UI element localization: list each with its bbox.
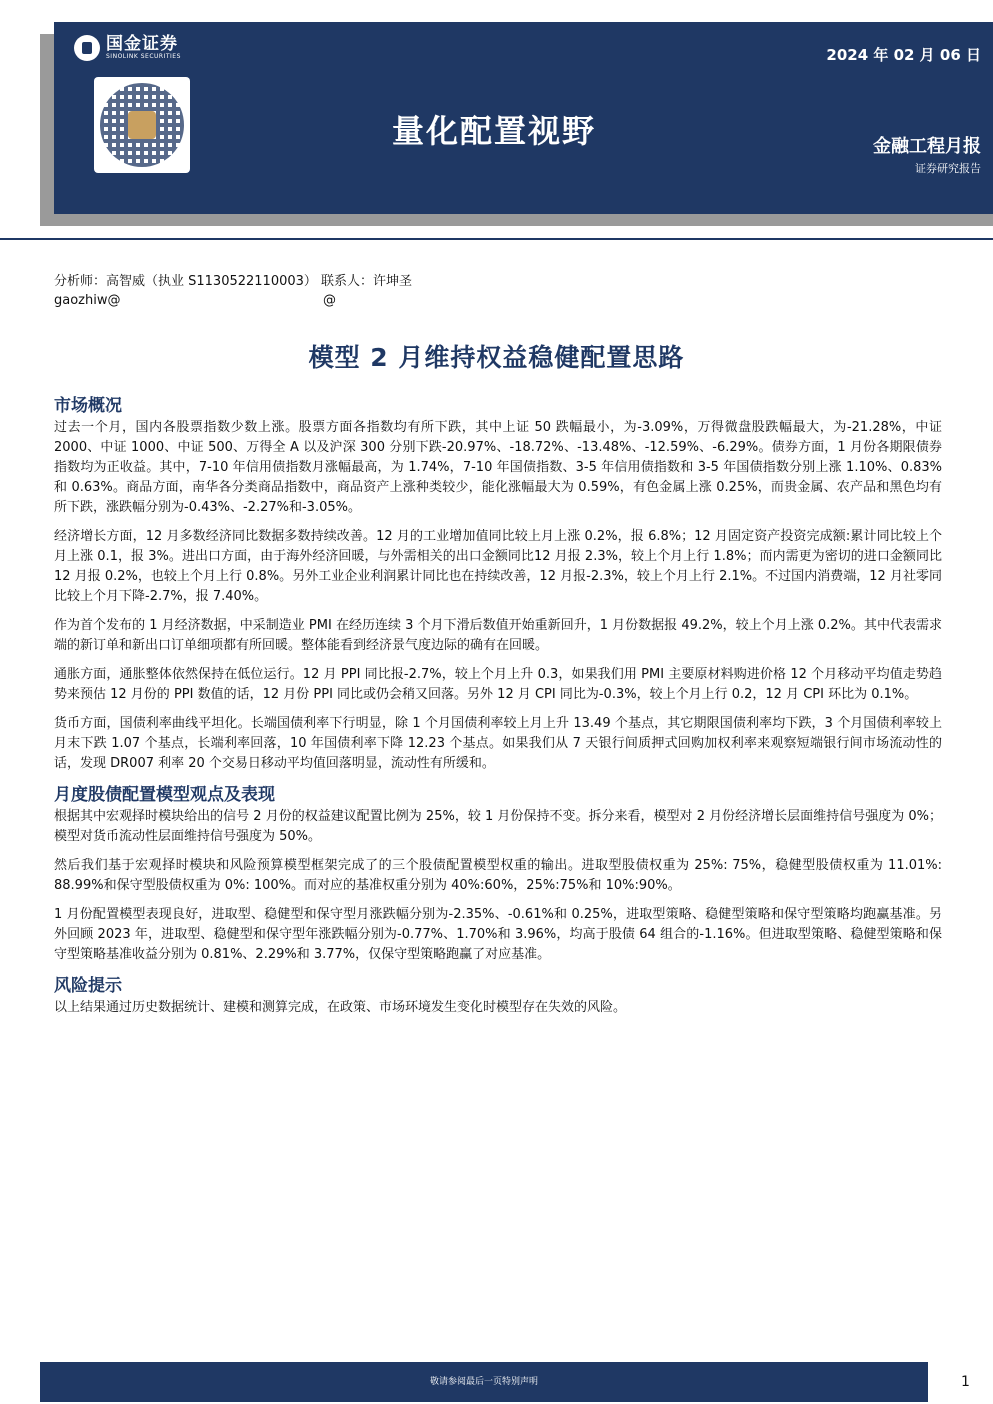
analyst-email: gaozhiw@ @ xyxy=(54,293,336,308)
paragraph: 过去一个月，国内各股票指数少数上涨。股票方面各指数均有所下跌，其中上证 50 跌幅最小，为-3.09%，万得微盘股跌幅最大，为-21.28%，中证 2000、中证 1000、中证 500、万得全 A 以及沪深 300 分别下跌-20.97%、-18.72%、-13.48%、-12.59%、-6.29%。债券方面，1 月份各期限债券指数均为正收益。其中，7-10 年信用债指数月涨幅最高，为 1.74%，7-10 年国债指数、3-5 年信用债指数和 3-5 年国债指数分别上涨 1.10%、0.83%和 0.63%。商品方面，南华各分类商品指数中，商品资产上涨种类较少，能化涨幅最大为 0.59%，有色金属上涨 0.25%，而贵金属、农产品和黑色均有所下跌，涨跌幅分别为-0.43%、-2.27%和-3.05%。 xyxy=(54,420,942,515)
report-date: 2024 年 02 月 06 日 xyxy=(826,46,981,64)
section-heading-risk: 风险提示 xyxy=(54,976,122,996)
logo-name-cn: 国金证券 xyxy=(106,34,178,54)
paragraph: 经济增长方面，12 月多数经济同比数据多数持续改善。12 月的工业增加值同比较上月上涨 0.2%，报 6.8%；12 月固定资产投资完成额:累计同比较上个月上涨 0.1，报 3%。进出口方面，由于海外经济回暖，与外需相关的出口金额同比12 月报 2.3%，较上个月上行 1.8%；而内需更为密切的进口金额同比12 月报 0.2%，也较上个月上行 0.8%。另外工业企业利润累计同比也在持续改善，12 月报-2.3%，较上个月上行 2.1%。不过国内消费端，12 月社零同比较上个月下降-2.7%，报 7.40%。 xyxy=(54,529,942,604)
section-heading-market: 市场概况 xyxy=(54,396,122,416)
logo-name-en: SINOLINK SECURITIES xyxy=(106,53,181,60)
series-title: 量化配置视野 xyxy=(392,112,597,150)
report-subtype: 证券研究报告 xyxy=(915,162,981,175)
paragraph: 货币方面，国债利率曲线平坦化。长端国债利率下行明显，除 1 个月国债利率较上月上升 13.49 个基点，其它期限国债利率均下跌，3 个月国债利率较上月末下跌 1.07 个基点，长端利率回落，10 年国债利率下降 12.23 个基点。如果我们从 7 天银行间质押式回购加权利率来观察短端银行间市场流动性的话，发现 DR007 利率 20 个交易日移动平均值回落明显，流动性有所缓和。 xyxy=(54,716,942,771)
section-heading-model: 月度股债配置模型观点及表现 xyxy=(54,785,275,805)
qr-code-icon xyxy=(94,77,190,173)
logo-mark-icon xyxy=(74,35,100,61)
paragraph: 根据其中宏观择时模块给出的信号 2 月份的权益建议配置比例为 25%，较 1 月份保持不变。拆分来看，模型对 2 月份经济增长层面维持信号强度为 0%；模型对货币流动性层面维持信号强度为 50%。 xyxy=(54,809,942,844)
report-body xyxy=(54,394,942,1027)
paragraph: 作为首个发布的 1 月经济数据，中采制造业 PMI 在经历连续 3 个月下滑后数值开始重新回升，1 月份数据报 49.2%，较上个月上涨 0.2%。其中代表需求端的新订单和新出口订单细项都有所回暖。整体能看到经济景气度边际的确有在回暖。 xyxy=(54,618,942,653)
header-banner xyxy=(54,22,993,214)
document-title: 模型 2 月维持权益稳健配置思路 xyxy=(308,343,685,372)
analyst-line: 分析师：高智威（执业 S1130522110003） 联系人：许坤圣 xyxy=(54,274,413,289)
header-rule xyxy=(0,238,993,240)
footer-notice: 敬请参阅最后一页特别声明 xyxy=(40,1362,928,1402)
analyst-info xyxy=(54,272,412,310)
paragraph: 1 月份配置模型表现良好，进取型、稳健型和保守型月涨跌幅分别为-2.35%、-0.61%和 0.25%，进取型策略、稳健型策略和保守型策略均跑赢基准。另外回顾 2023 年，进取型、稳健型和保守型年涨跌幅分别为-0.77%、1.70%和 3.96%，均高于股债 64 组合的-1.16%。但进取型策略、稳健型策略和保守型策略基准收益分别为 0.81%、2.29%和 3.77%，仅保守型策略跑赢了对应基准。 xyxy=(54,907,942,962)
paragraph: 然后我们基于宏观择时模块和风险预算模型框架完成了的三个股债配置模型权重的输出。进取型股债权重为 25%: 75%，稳健型股债权重为 11.01%: 88.99%和保守型股债权重为 0%: 100%。而对应的基准权重分别为 40%:60%，25%:75%和 10%:90%。 xyxy=(54,858,942,893)
page-number: 1 xyxy=(961,1374,970,1390)
paragraph: 以上结果通过历史数据统计、建模和测算完成，在政策、市场环境发生变化时模型存在失效的风险。 xyxy=(54,1000,627,1015)
report-type: 金融工程月报 xyxy=(873,136,981,157)
company-logo xyxy=(74,35,181,61)
paragraph: 通胀方面，通胀整体依然保持在低位运行。12 月 PPI 同比报-2.7%，较上个月上升 0.3，如果我们用 PMI 主要原材料购进价格 12 个月移动平均值走势趋势来预估 12 月份的 PPI 数值的话，12 月份 PPI 同比或仍会稍又回落。另外 12 月 CPI 同比为-0.3%，较上个月上行 0.2，12 月 CPI 环比为 0.1%。 xyxy=(54,667,942,702)
